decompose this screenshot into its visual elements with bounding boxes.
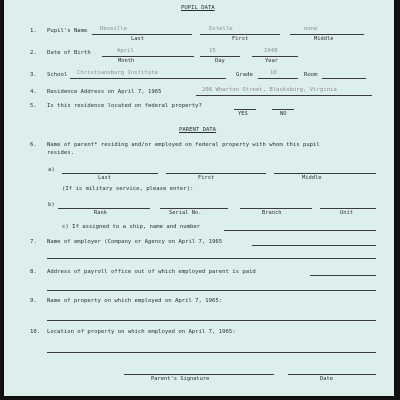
caption-year: Year (265, 58, 278, 64)
q4-number: 4. (30, 89, 37, 95)
school-value[interactable]: Christiansburg Institute (77, 70, 158, 76)
caption-first: First (232, 36, 249, 42)
employer-line-1[interactable] (252, 245, 376, 246)
q1-number: 1. (30, 28, 37, 34)
school-line (70, 78, 226, 79)
q5-number: 5. (30, 103, 37, 109)
branch-line[interactable] (240, 208, 312, 209)
property-name-line[interactable] (47, 320, 376, 321)
caption-day: Day (215, 58, 225, 64)
serial-caption: Serial No. (169, 210, 202, 216)
q4-label: Residence Address on April 7, 1965 (47, 89, 162, 95)
q2-label: Date of Birth (47, 50, 91, 56)
q8-number: 8. (30, 269, 37, 275)
birth-day-value[interactable]: 15 (209, 48, 216, 54)
q3-number: 3. (30, 72, 37, 78)
birth-day-line (200, 56, 240, 57)
parent-middle-caption: Middle (302, 175, 322, 181)
pupil-first-line (200, 34, 280, 35)
parent-first-caption: First (198, 175, 215, 181)
signature-line[interactable] (124, 374, 274, 375)
q7-label: Name of employer (Company or Agency on April 7, 1965 (47, 239, 223, 245)
q6-line2: resides. (47, 150, 74, 156)
parent-first-line[interactable] (166, 173, 266, 174)
residence-address-value[interactable]: 208 Wharton Street, Blacksburg, Virginia (202, 87, 337, 93)
unit-line[interactable] (320, 208, 376, 209)
no-blank[interactable] (272, 109, 294, 110)
q3-label: School (47, 72, 68, 78)
pupil-middle-line (290, 34, 364, 35)
q9-number: 9. (30, 298, 37, 304)
q8-label: Address of payroll office out of which employed parent is paid (47, 269, 256, 275)
q6-number: 6. (30, 142, 37, 148)
employer-line-2[interactable] (47, 258, 376, 259)
caption-last: Last (131, 36, 144, 42)
q6-line1: Name of parent* residing and/or employed on federal property with whom this pupil (47, 142, 320, 148)
payroll-line-2[interactable] (47, 290, 376, 291)
room-line (322, 78, 366, 79)
birth-month-line (102, 56, 194, 57)
birth-year-value[interactable]: 1948 (264, 48, 278, 54)
form-page (4, 0, 394, 396)
parent-section-title: PARENT DATA (179, 127, 217, 133)
military-instruction: (If is military service, please enter): (62, 186, 194, 192)
birth-month-value[interactable]: April (117, 48, 134, 54)
date-caption: Date (320, 376, 333, 382)
q2-number: 2. (30, 50, 37, 56)
q9-label: Name of property on which employed on April 7, 1965: (47, 298, 223, 304)
q10-number: 10. (30, 329, 41, 335)
grade-label: Grade (236, 72, 253, 78)
grade-line (258, 78, 298, 79)
pupil-first-value[interactable]: Estelle (209, 26, 233, 32)
caption-middle: Middle (314, 36, 334, 42)
q5-label: Is this residence located on federal property? (47, 103, 202, 109)
pupil-last-value[interactable]: Reveille (100, 26, 127, 32)
q6b-label: b) (48, 202, 55, 208)
q10-label: Location of property on which employed on April 7, 1965: (47, 329, 236, 335)
ship-label: c) If assigned to a ship, name and number (62, 224, 201, 230)
grade-value[interactable]: 10 (270, 70, 277, 76)
birth-year-line (252, 56, 298, 57)
q7-number: 7. (30, 239, 37, 245)
pupil-middle-value[interactable]: none (304, 26, 318, 32)
caption-month: Month (118, 58, 135, 64)
parent-middle-line[interactable] (274, 173, 376, 174)
rank-caption: Rank (94, 210, 107, 216)
serial-line[interactable] (160, 208, 228, 209)
pupil-last-line (92, 34, 192, 35)
property-location-line[interactable] (47, 352, 376, 353)
no-label: NO (280, 111, 287, 117)
payroll-line-1[interactable] (310, 275, 376, 276)
unit-caption: Unit (340, 210, 353, 216)
ship-line[interactable] (224, 230, 376, 231)
residence-address-line (196, 95, 372, 96)
branch-caption: Branch (262, 210, 282, 216)
yes-blank[interactable] (234, 109, 256, 110)
signature-caption: Parent's Signature (151, 376, 210, 382)
page-title: PUPIL DATA (181, 5, 215, 11)
date-line[interactable] (288, 374, 376, 375)
q1-label: Pupil's Name (47, 28, 88, 34)
parent-last-caption: Last (98, 175, 111, 181)
room-label: Room (304, 72, 318, 78)
parent-last-line[interactable] (62, 173, 158, 174)
q6a-label: a) (48, 167, 55, 173)
rank-line[interactable] (58, 208, 150, 209)
yes-label: YES (238, 111, 248, 117)
